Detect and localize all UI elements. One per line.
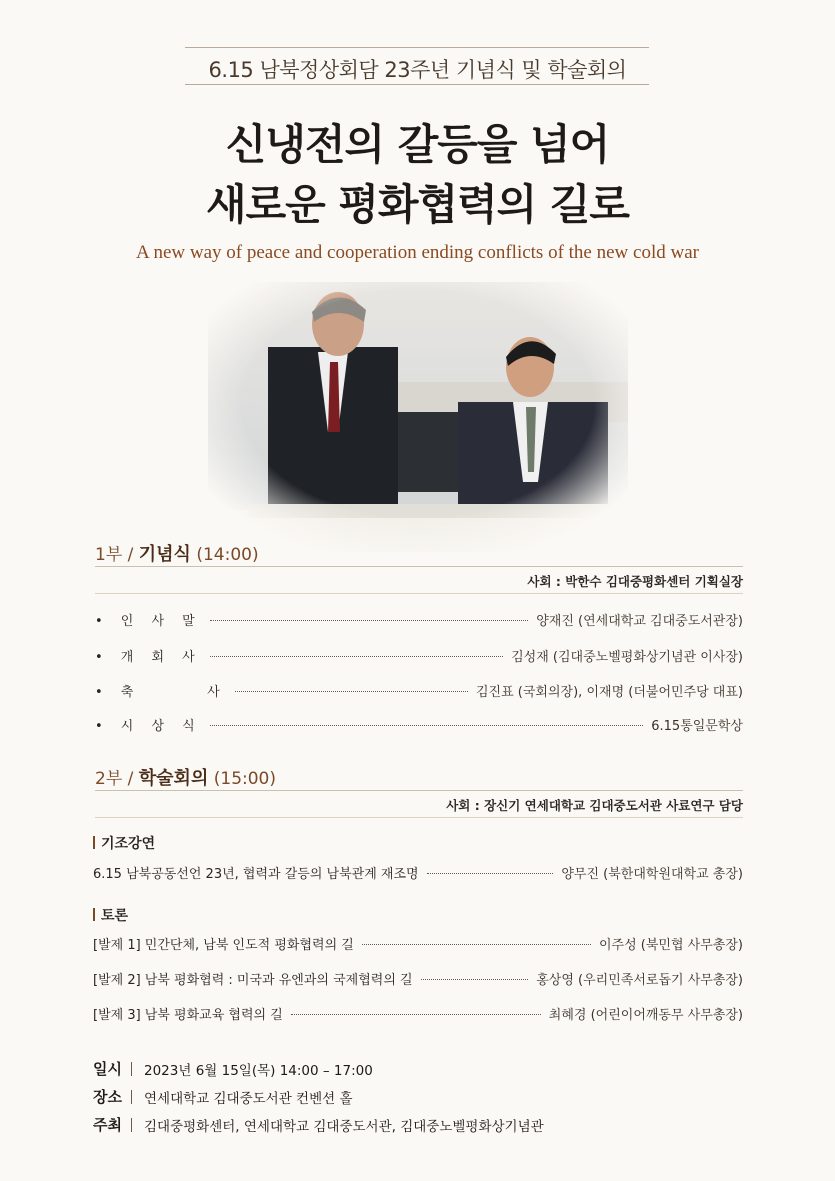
dotted-leader	[421, 979, 529, 980]
dotted-leader	[362, 944, 591, 945]
host-value: 김대중평화센터, 연세대학교 김대중도서관, 김대중노벨평화상기념관	[144, 1118, 544, 1135]
program-label: • 인 사 말	[95, 613, 202, 629]
title-line-2: 새로운 평화협력의 길로	[206, 180, 629, 229]
part1-prefix: 1부 /	[95, 545, 139, 565]
talk-speaker: 홍상영 (우리민족서로돕기 사무총장)	[536, 972, 743, 988]
keynote-speaker: 양무진 (북한대학원대학교 총장)	[561, 866, 743, 882]
program-item	[95, 680, 743, 700]
info-separator	[131, 1118, 132, 1132]
keynote-heading-text: 기조강연	[101, 836, 156, 852]
dotted-leader	[210, 656, 503, 657]
program-item	[95, 714, 743, 734]
program-speaker: 김성재 (김대중노벨평화상기념관 이사장)	[511, 649, 743, 665]
dotted-leader	[291, 1014, 541, 1015]
program-speaker: 6.15통일문학상	[651, 718, 743, 734]
talk-speaker: 이주성 (북민협 사무총장)	[599, 937, 743, 953]
dotted-leader	[427, 873, 554, 874]
debate-heading	[93, 905, 128, 925]
program-label: • 시 상 식	[95, 718, 202, 734]
header-bottom-rule	[185, 84, 649, 85]
part1-name: 기념식	[138, 544, 191, 565]
talk-item	[93, 1003, 743, 1023]
program-speaker: 양재진 (연세대학교 김대중도서관장)	[536, 613, 743, 629]
part2-time: (15:00)	[208, 769, 277, 789]
part2-rule	[95, 790, 743, 791]
info-place	[93, 1086, 353, 1107]
keynote-item	[93, 862, 743, 882]
english-subtitle: A new way of peace and cooperation ending conflicts of the new cold war	[136, 242, 699, 263]
part1-mc: 사회 : 박한수 김대중평화센터 기획실장	[527, 574, 743, 589]
heading-bar	[93, 836, 95, 849]
part2-heading	[95, 764, 276, 790]
dotted-leader	[235, 691, 468, 692]
talk-item	[93, 968, 743, 988]
dotted-leader	[210, 725, 644, 726]
part2-name: 학술회의	[138, 768, 209, 789]
date-value: 2023년 6월 15일(목) 14:00 – 17:00	[144, 1062, 373, 1079]
program-speaker: 김진표 (국회의장), 이재명 (더불어민주당 대표)	[476, 684, 743, 700]
info-separator	[131, 1090, 132, 1104]
info-separator	[131, 1062, 132, 1076]
photo-two-leaders	[208, 282, 628, 552]
part2-mc-rule	[95, 817, 743, 818]
info-date	[93, 1058, 373, 1079]
talk-speaker: 최혜경 (어린이어깨동무 사무총장)	[548, 1007, 743, 1023]
heading-bar	[93, 908, 95, 921]
place-key: 장소	[93, 1088, 122, 1106]
talk-title: [발제 2] 남북 평화협력 : 미국과 유엔과의 국제협력의 길	[93, 972, 413, 988]
event-kicker: 6.15 남북정상회담 23주년 기념식 및 학술회의	[208, 58, 627, 82]
part1-heading	[95, 540, 259, 566]
host-key: 주최	[93, 1116, 122, 1134]
info-host	[93, 1114, 544, 1135]
talk-item	[93, 933, 743, 953]
part1-rule	[95, 566, 743, 567]
part2-mc: 사회 : 장신기 연세대학교 김대중도서관 사료연구 담당	[446, 798, 743, 813]
keynote-title: 6.15 남북공동선언 23년, 협력과 갈등의 남북관계 재조명	[93, 866, 419, 882]
title-line-1: 신냉전의 갈등을 넘어	[225, 120, 610, 169]
keynote-heading	[93, 833, 155, 853]
header-top-rule	[185, 47, 649, 48]
program-item	[95, 645, 743, 665]
talk-title: [발제 1] 민간단체, 남북 인도적 평화협력의 길	[93, 937, 354, 953]
program-label: • 축 사	[95, 684, 227, 700]
dotted-leader	[210, 620, 528, 621]
debate-heading-text: 토론	[101, 908, 129, 924]
part1-time: (14:00)	[190, 545, 259, 565]
talk-title: [발제 3] 남북 평화교육 협력의 길	[93, 1007, 283, 1023]
date-key: 일시	[93, 1060, 122, 1078]
part1-mc-rule	[95, 593, 743, 594]
program-item	[95, 609, 743, 629]
place-value: 연세대학교 김대중도서관 컨벤션 홀	[144, 1090, 353, 1107]
part2-prefix: 2부 /	[95, 769, 139, 789]
program-label: • 개 회 사	[95, 649, 202, 665]
